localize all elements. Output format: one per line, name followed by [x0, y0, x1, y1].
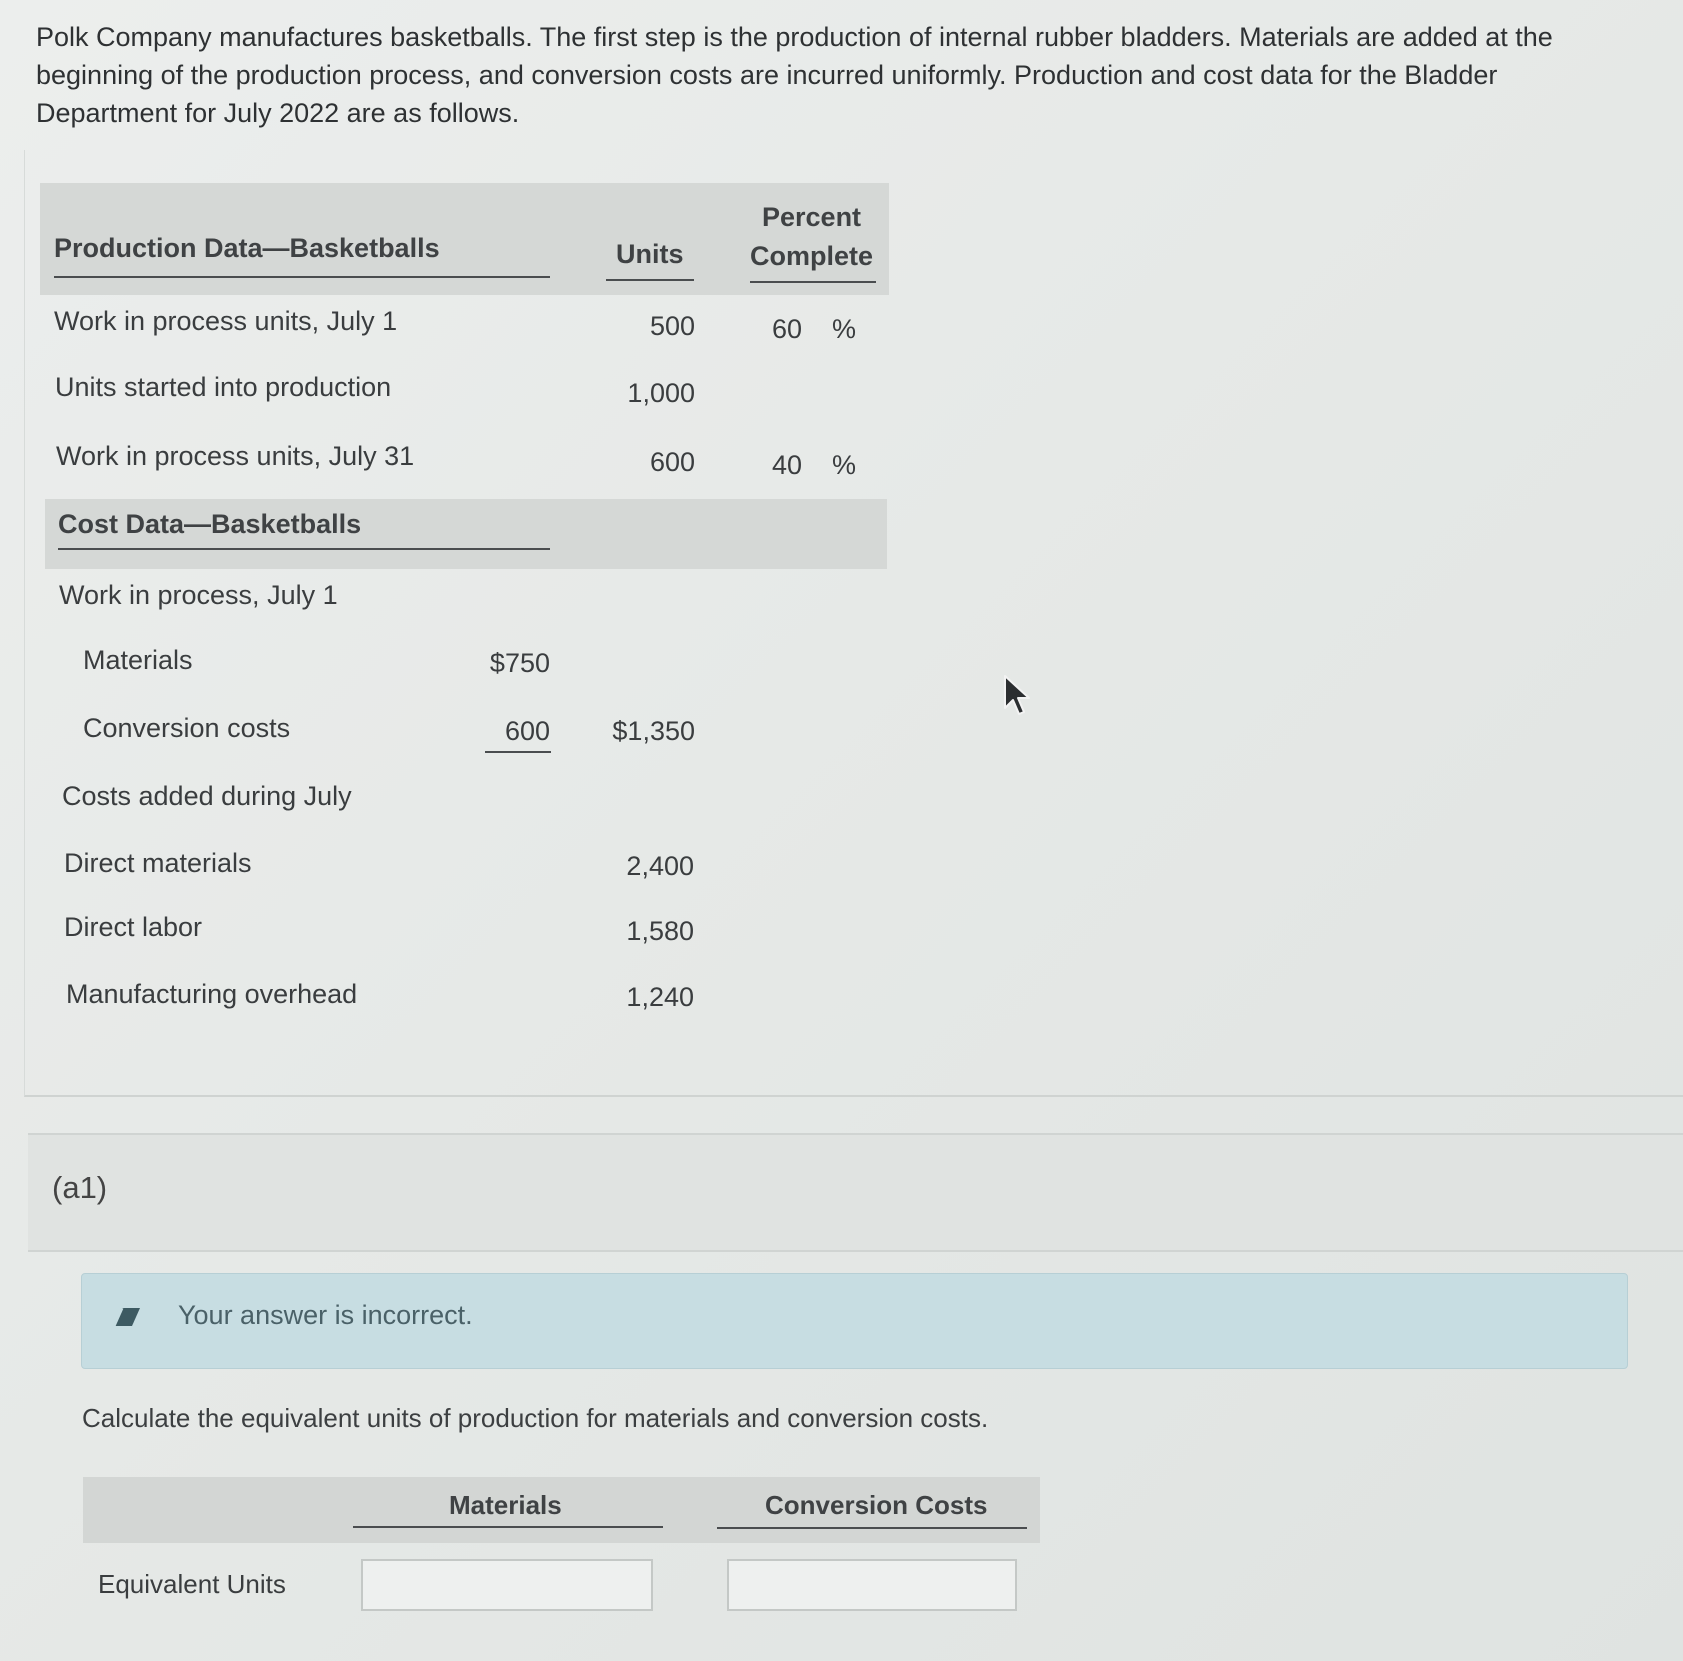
row-pct-sign-wip-july-31: % — [832, 450, 857, 480]
cost-wip-july-1-label: Work in process, July 1 — [59, 580, 338, 610]
row-units-units-started: 1,000 — [627, 378, 695, 408]
materials-equivalent-units-input[interactable] — [361, 1559, 653, 1611]
row-label-units-started: Units started into production — [55, 372, 392, 402]
units-header-underline — [606, 279, 694, 281]
materials-column-header: Materials — [449, 1490, 562, 1520]
units-header: Units — [616, 239, 684, 269]
cost-materials-value: $750 — [489, 648, 550, 678]
instructions-text: Calculate the equivalent units of production for materials and conversion costs. — [82, 1403, 989, 1433]
conversion-header-underline — [717, 1527, 1027, 1529]
row-label-wip-july-1: Work in process units, July 1 — [54, 306, 398, 336]
overhead-label: Manufacturing overhead — [66, 979, 358, 1009]
eraser-icon — [112, 1306, 142, 1328]
costs-added-label: Costs added during July — [62, 781, 352, 811]
percent-header-line2: Complete — [750, 241, 874, 271]
cost-wip-total: $1,350 — [612, 716, 695, 746]
cost-conversion-value: 600 — [504, 716, 550, 746]
direct-materials-value: 2,400 — [626, 851, 694, 881]
materials-header-underline — [353, 1526, 663, 1528]
cost-conversion-underline — [485, 751, 551, 753]
production-data-header: Production Data—Basketballs — [54, 233, 440, 263]
production-header-underline — [54, 276, 550, 278]
percent-header-underline — [750, 281, 876, 283]
row-units-wip-july-1: 500 — [649, 311, 695, 341]
row-percent-wip-july-31: 40 — [772, 450, 803, 480]
overhead-value: 1,240 — [626, 982, 694, 1012]
mouse-pointer-icon — [1002, 674, 1032, 718]
cost-materials-label: Materials — [83, 645, 193, 675]
row-pct-sign-wip-july-1: % — [832, 314, 857, 344]
part-a1-label: (a1) — [52, 1170, 108, 1205]
row-percent-wip-july-1: 60 — [772, 314, 803, 344]
direct-labor-value: 1,580 — [626, 916, 694, 946]
feedback-banner — [81, 1273, 1628, 1369]
cost-data-header: Cost Data—Basketballs — [58, 509, 362, 539]
cost-header-underline — [58, 548, 550, 550]
equivalent-units-label: Equivalent Units — [98, 1569, 286, 1599]
feedback-text: Your answer is incorrect. — [178, 1300, 473, 1330]
conversion-column-header: Conversion Costs — [765, 1490, 988, 1520]
conversion-equivalent-units-input[interactable] — [727, 1559, 1017, 1611]
direct-labor-label: Direct labor — [64, 912, 203, 942]
problem-statement: Polk Company manufactures basketballs. The first step is the production of internal rubber bladders. Materials are added at the beginning of the production process, and conversion costs are incurred uniformly. Production and cost data for the Bladder Department for July 2022 are as follows. — [36, 22, 1553, 128]
percent-header-line1: Percent — [762, 202, 862, 232]
direct-materials-label: Direct materials — [64, 848, 252, 878]
part-a1-header — [28, 1133, 1683, 1252]
row-units-wip-july-31: 600 — [649, 447, 695, 477]
cost-conversion-label: Conversion costs — [83, 713, 291, 743]
row-label-wip-july-31: Work in process units, July 31 — [56, 441, 415, 471]
